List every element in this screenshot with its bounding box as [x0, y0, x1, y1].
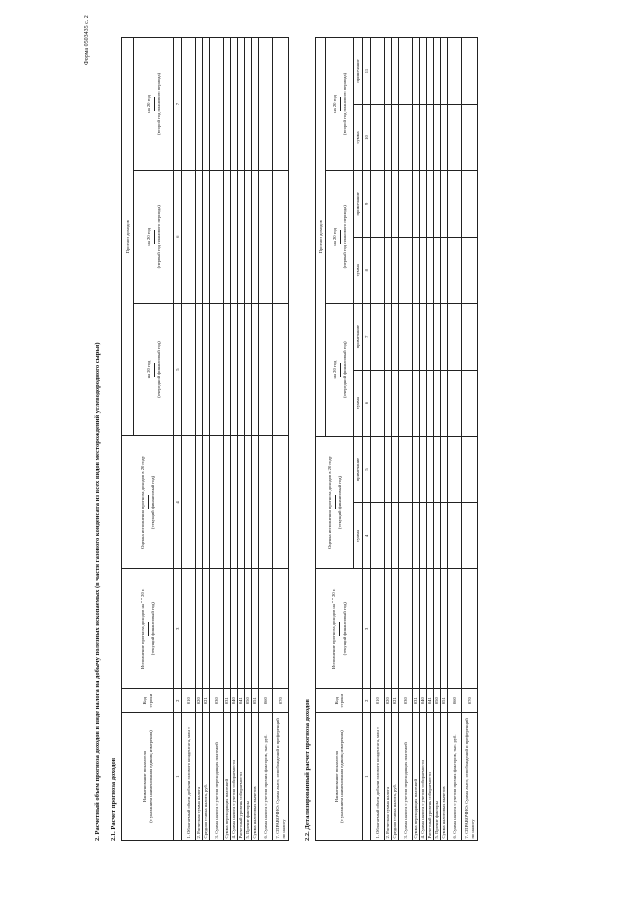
header-first-plan-year: на 20 год (первый год планового периода) [326, 170, 354, 303]
header-code: Код строки [122, 689, 174, 713]
table-row: 5. Прочие факторы 050 [434, 38, 441, 841]
header-forecast: Прогноз доходов [122, 38, 134, 437]
table-row: 6. Сумма налога с учетом прочих факторов, тыс. руб. 060 [448, 38, 462, 841]
column-number-row: 1 2 3 4 5 6 7 [174, 38, 182, 841]
table-row: 7. СПРАВОЧНО: Сумма льгот, освобождений и преференций по налогу 070 [462, 38, 478, 841]
table-row: 2. Расчетная сумма налога 020 [196, 38, 203, 841]
table-row: Расчетный уровень собираемости 041 [238, 38, 245, 841]
table-row: 1. Облагаемый объем добычи газового конденсата, млн т 010 [371, 38, 385, 841]
column-number-row: 1 2 3 4 5 6 7 8 9 10 11 [363, 38, 371, 841]
table-row: 3. Сумма налога с учетом переходящих платежей 030 [210, 38, 224, 841]
header-exec: Исполнение прогноза доходов на " " 20 г. (текущий финансовый год) [122, 569, 174, 689]
header-estimate: Оценка исполнения прогноза доходов в 20 году (текущий финансовый год) [122, 436, 174, 569]
table-row: 2. Расчетная сумма налога 020 [385, 38, 392, 841]
header-name: Наименование показателя (с указанием наименования единиц измерения) [122, 713, 174, 841]
header-sum: сумма [354, 503, 363, 569]
table-row: 4. Сумма налога с учетом собираемости 040 [231, 38, 238, 841]
header-code: Код строки [316, 689, 363, 713]
section1-heading: 2.1. Расчет прогноза доходов [110, 757, 117, 841]
table-row: 5. Прочие факторы 050 [245, 38, 252, 841]
header-note: примечание [354, 38, 363, 105]
table-row: Расчетный уровень собираемости 041 [427, 38, 434, 841]
table-row: Средняя ставка налога, руб. 021 [203, 38, 210, 841]
table-row: Сумма переходящих платежей 031 [224, 38, 231, 841]
header-second-plan-year: на 20 год (второй год планового периода) [326, 38, 354, 171]
header-next-year: на 20 год (очередной финансовый год) [326, 303, 354, 436]
header-next-year: на 20 год (очередной финансовый год) [134, 303, 174, 436]
form-code: Форма 0503435 с. 2 [84, 15, 90, 65]
header-second-plan-year: на 20 год (второй год планового периода) [134, 38, 174, 171]
table-row: 6. Сумма налога с учетом прочих факторов, тыс. руб. 060 [259, 38, 273, 841]
header-first-plan-year: на 20 год (первый год планового периода) [134, 170, 174, 303]
table-row: Средняя ставка налога, руб. 021 [392, 38, 399, 841]
form-title: 2. Расчетный объем прогноза доходов в виде налога на добычу полезных ископаемых (в части газового конденсата из всех видов месторождений углеводородного сырья) [94, 342, 101, 841]
table-row: 4. Сумма налога с учетом собираемости 040 [420, 38, 427, 841]
table-row: 3. Сумма налога с учетом переходящих платежей 030 [399, 38, 413, 841]
header-sum: сумма [354, 237, 363, 303]
table-detailed [315, 37, 478, 841]
header-sum: сумма [354, 370, 363, 436]
table-row: 1. Облагаемый объем добычи газового конденсата, млн т 010 [182, 38, 196, 841]
header-exec: Исполнение прогноза доходов на " " 20 г. (текущий финансовый год) [316, 569, 363, 689]
header-name: Наименование показателя (с указанием наименования единиц измерения) [316, 713, 363, 841]
header-note: примечание [354, 436, 363, 503]
header-note: примечание [354, 170, 363, 237]
section2-heading: 2.2. Детализированный расчет прогноза доходов [304, 699, 311, 841]
table-row: Сумма налоговых вычетов 051 [252, 38, 259, 841]
header-estimate: Оценка исполнения прогноза доходов в 20 году (текущий финансовый год) [316, 436, 354, 569]
table-row: Сумма налоговых вычетов 051 [441, 38, 448, 841]
table-row: 7. СПРАВОЧНО: Сумма льгот, освобождений и преференций по налогу 070 [273, 38, 289, 841]
table-row: Сумма переходящих платежей 031 [413, 38, 420, 841]
table-forecast [121, 37, 289, 841]
header-note: примечание [354, 303, 363, 370]
header-forecast: Прогноз доходов [316, 38, 326, 437]
header-sum: сумма [354, 104, 363, 170]
